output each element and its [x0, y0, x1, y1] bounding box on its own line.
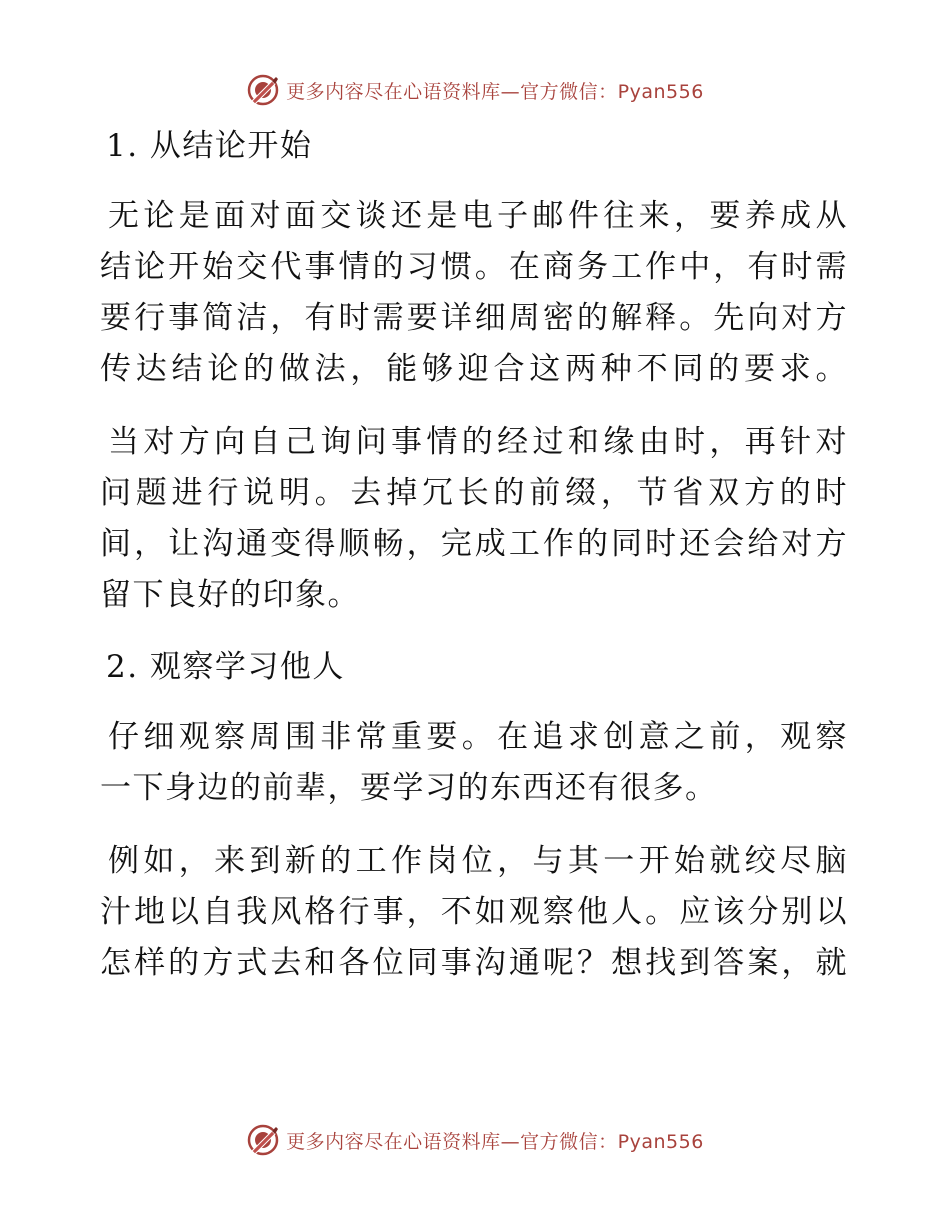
text-line: 一下身边的前辈，要学习的东西还有很多。	[100, 770, 718, 806]
text-line: 问题进行说明。去掉冗长的前缀，节省双方的时	[100, 475, 848, 511]
text-line: 怎样的方式去和各位同事沟通呢？想找到答案，就	[100, 945, 848, 981]
paragraph	[100, 712, 848, 814]
watermark-text: 更多内容尽在心语资料库—官方微信：Pyan556	[286, 1130, 704, 1153]
text-line: 要行事简洁，有时需要详细周密的解释。先向对方	[100, 300, 848, 336]
text-line: 结论开始交代事情的习惯。在商务工作中，有时需	[100, 249, 848, 285]
paragraph	[100, 836, 848, 989]
header-watermark-banner	[0, 70, 950, 110]
paragraph	[100, 191, 848, 395]
paragraph	[100, 417, 848, 621]
red-pen-seal-logo-icon	[246, 73, 280, 107]
text-line: 例如，来到新的工作岗位，与其一开始就绞尽脑	[108, 843, 848, 879]
footer-watermark-banner	[0, 1120, 950, 1160]
text-line: 当对方向自己询问事情的经过和缘由时，再针对	[108, 424, 848, 460]
section-heading: 2. 观察学习他人	[106, 649, 345, 685]
document-body	[100, 122, 848, 1011]
text-line: 无论是面对面交谈还是电子邮件往来，要养成从	[108, 198, 848, 234]
text-line: 仔细观察周围非常重要。在追求创意之前，观察	[108, 719, 848, 755]
text-line: 传达结论的做法，能够迎合这两种不同的要求。	[100, 351, 848, 387]
red-pen-seal-logo-icon	[246, 1123, 280, 1157]
section-heading: 1. 从结论开始	[106, 128, 313, 164]
text-line: 留下良好的印象。	[100, 577, 360, 613]
watermark-text: 更多内容尽在心语资料库—官方微信：Pyan556	[286, 80, 704, 103]
text-line: 汁地以自我风格行事，不如观察他人。应该分别以	[100, 894, 848, 930]
text-line: 间，让沟通变得顺畅，完成工作的同时还会给对方	[100, 526, 848, 562]
